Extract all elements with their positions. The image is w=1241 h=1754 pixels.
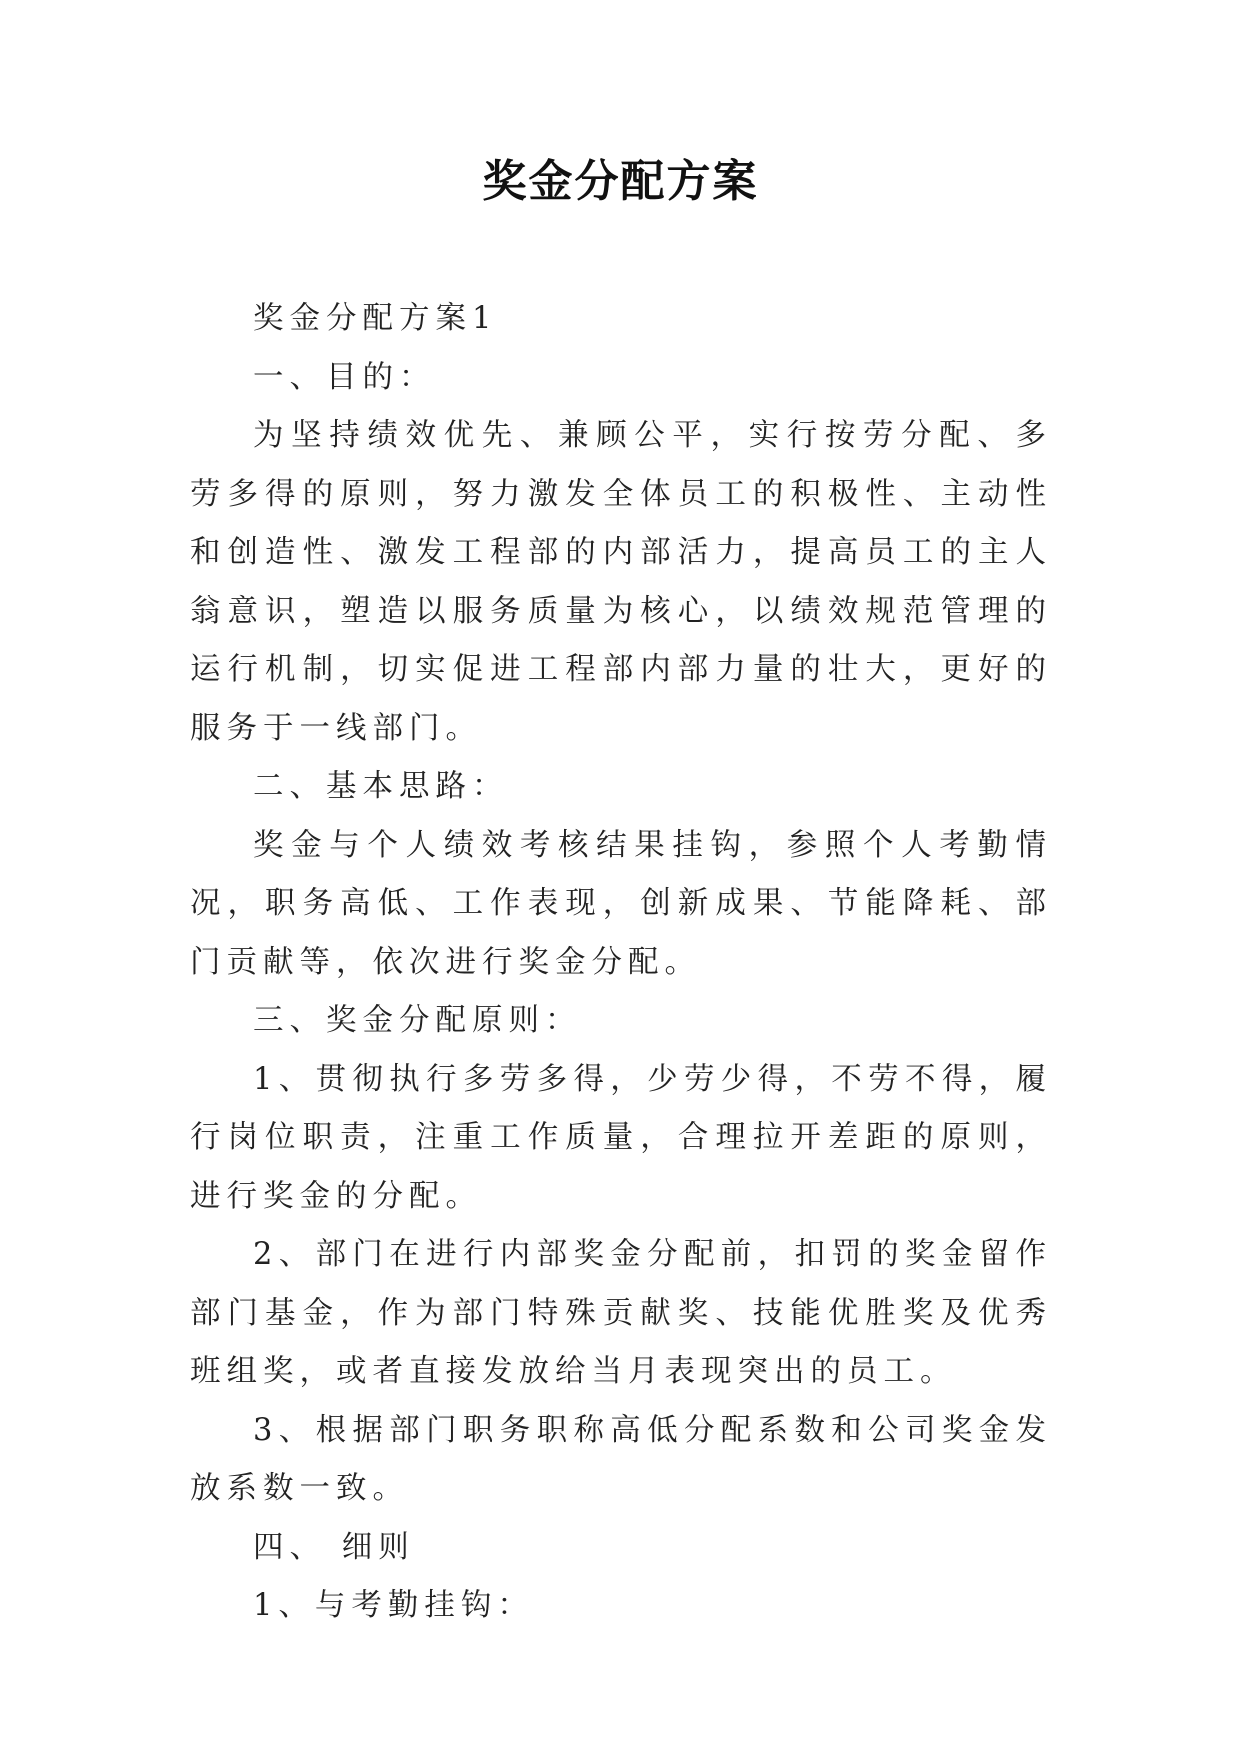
paragraph-principle-2: 2、部门在进行内部奖金分配前，扣罚的奖金留作部门基金，作为部门特殊贡献奖、技能优胜奖及优秀班组奖，或者直接发放给当月表现突出的员工。 bbox=[190, 1237, 1052, 1389]
section-heading-rules: 四、 细则 bbox=[253, 1529, 415, 1565]
section-heading-purpose: 一、目的： bbox=[253, 359, 436, 395]
section-heading-plan-1: 奖金分配方案1 bbox=[253, 301, 498, 336]
paragraph-rule-1: 1、与考勤挂钩： bbox=[253, 1588, 534, 1623]
paragraph-basic-idea: 奖金与个人绩效考核结果挂钩，参照个人考勤情况，职务高低、工作表现，创新成果、节能降耗、部门贡献等，依次进行奖金分配。 bbox=[190, 827, 1052, 980]
paragraph-principle-1: 1、贯彻执行多劳多得，少劳少得，不劳不得，履行岗位职责，注重工作质量，合理拉开差距的原则，进行奖金的分配。 bbox=[190, 1061, 1052, 1214]
document-body bbox=[190, 290, 1052, 1636]
document-title: 奖金分配方案 bbox=[482, 156, 759, 207]
paragraph-purpose: 为坚持绩效优先、兼顾公平，实行按劳分配、多劳多得的原则，努力激发全体员工的积极性、主动性和创造性、激发工程部的内部活力，提高员工的主人翁意识，塑造以服务质量为核心，以绩效规范管理的运行机制，切实促进工程部内部力量的壮大，更好的服务于一线部门。 bbox=[190, 418, 1052, 746]
section-heading-basic-idea: 二、基本思路： bbox=[253, 769, 509, 804]
section-heading-principles: 三、奖金分配原则： bbox=[253, 1003, 582, 1038]
paragraph-principle-3: 3、根据部门职务职称高低分配系数和公司奖金发放系数一致。 bbox=[190, 1412, 1052, 1506]
